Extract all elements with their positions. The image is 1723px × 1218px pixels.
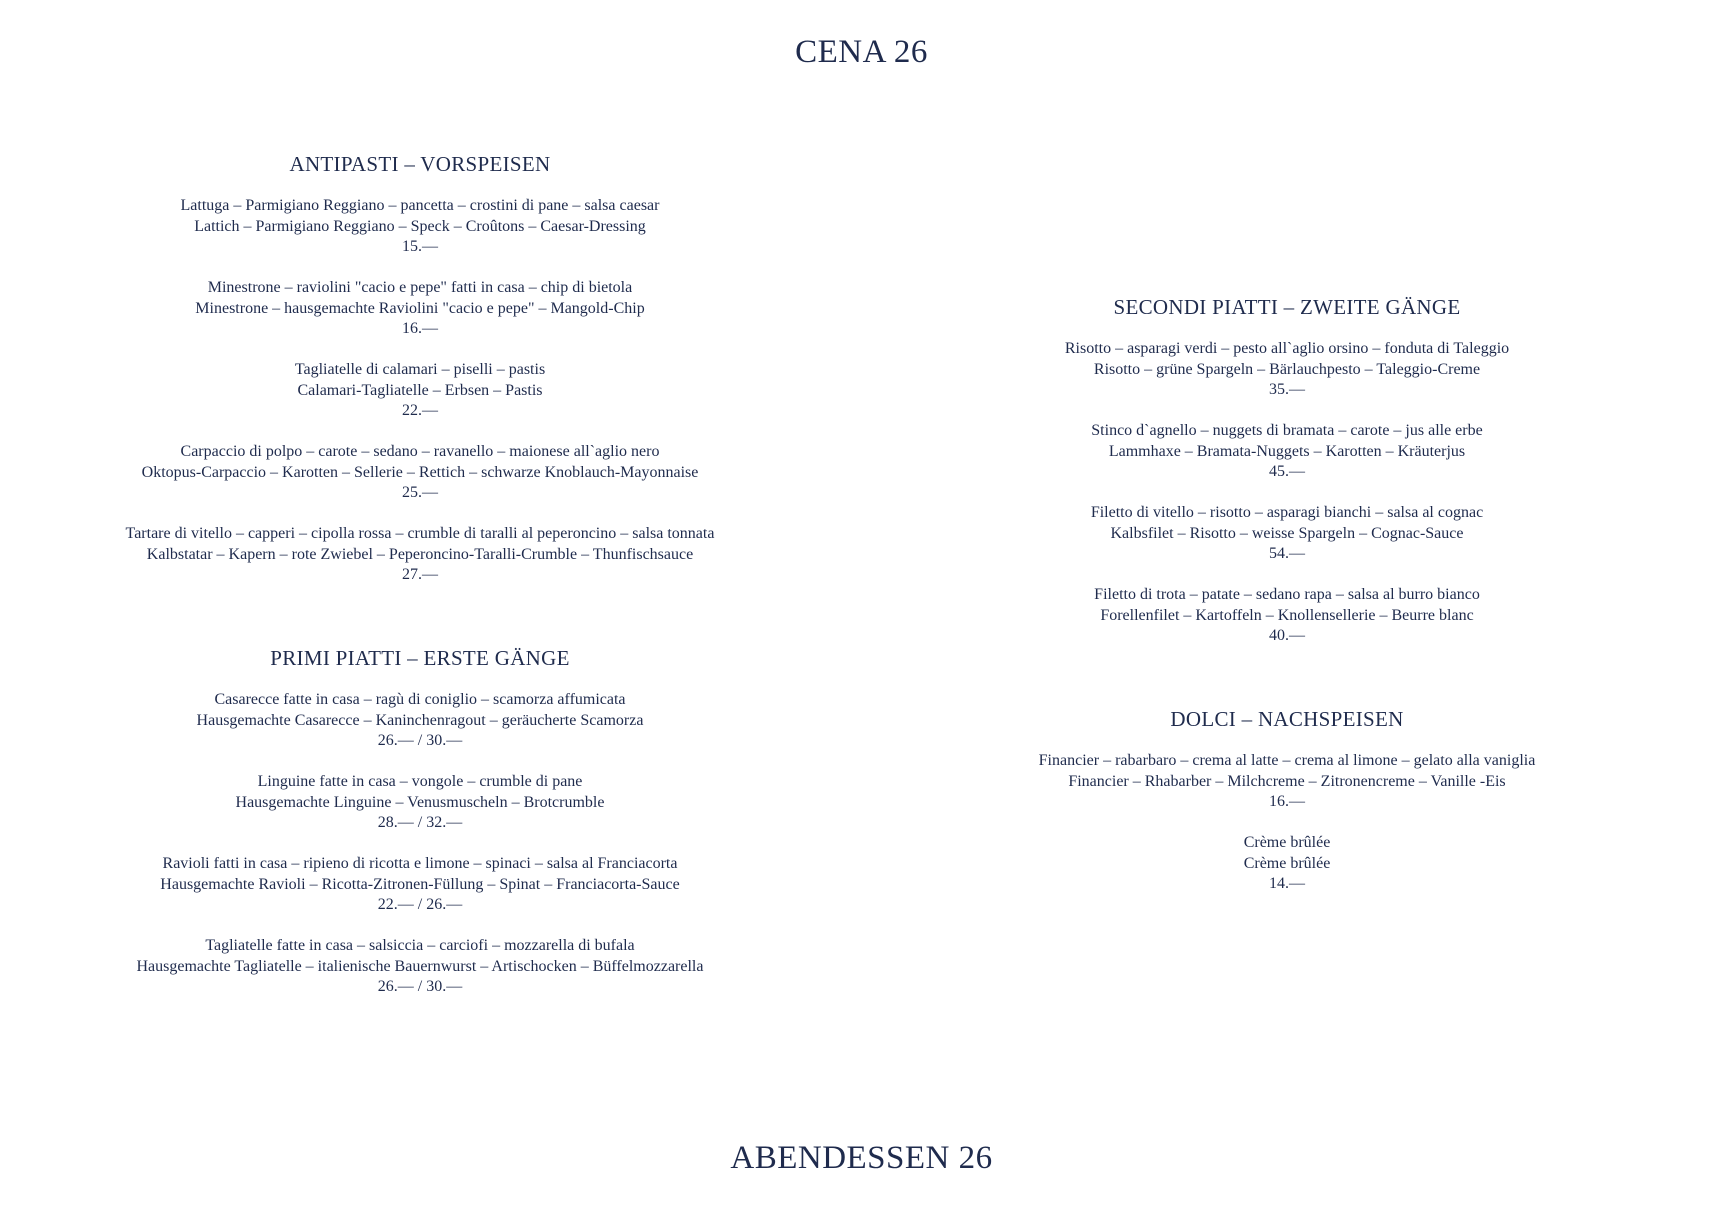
dish-price: 16.— [1269,793,1305,810]
dish-italian: Tartare di vitello – capperi – cipolla rossa – crumble di taralli al peperoncino – salsa tonnata [125,525,715,542]
section-antipasti [95,154,745,586]
dish-price: 27.— [402,566,438,583]
section-secondi [1003,297,1571,647]
menu-item [1003,585,1571,647]
dish-italian: Risotto – asparagi verdi – pesto all`aglio orsino – fonduta di Taleggio [1064,340,1510,357]
dish-german: Hausgemachte Casarecce – Kaninchenragout – geräucherte Scamorza [196,711,644,729]
dish-german: Crème brûlée [1243,854,1331,872]
menu-item [1003,751,1571,813]
dish-german: Forellenfilet – Kartoffeln – Knollensellerie – Beurre blanc [1100,606,1474,624]
dish-german: Kalbsfilet – Risotto – weisse Spargeln – Cognac-Sauce [1110,524,1464,542]
dish-price: 40.— [1269,627,1305,644]
dish-italian: Crème brûlée [1243,834,1331,851]
dish-italian: Casarecce fatte in casa – ragù di coniglio – scamorza affumicata [214,691,626,708]
dish-german: Hausgemachte Linguine – Venusmuscheln – Brotcrumble [235,793,605,811]
dish-german: Calamari-Tagliatelle – Erbsen – Pastis [297,381,543,399]
menu-item [95,854,745,916]
dish-price: 28.— / 32.— [377,814,463,831]
dish-german: Minestrone – hausgemachte Raviolini "cacio e pepe" – Mangold-Chip [195,299,645,317]
section-heading: ANTIPASTI – VORSPEISEN [289,152,551,176]
dish-price: 22.— [402,402,438,419]
section-dolci [1003,709,1571,895]
dish-italian: Financier – rabarbaro – crema al latte – crema al limone – gelato alla vaniglia [1038,752,1536,769]
menu-item [1003,503,1571,565]
dish-italian: Minestrone – raviolini "cacio e pepe" fatti in casa – chip di bietola [207,279,633,296]
dish-italian: Carpaccio di polpo – carote – sedano – ravanello – maionese all`aglio nero [180,443,660,460]
section-heading: DOLCI – NACHSPEISEN [1170,707,1404,731]
menu-item [95,278,745,340]
dish-german: Hausgemachte Tagliatelle – italienische Bauernwurst – Artischocken – Büffelmozzarella [136,957,704,975]
dish-price: 25.— [402,484,438,501]
dish-german: Oktopus-Carpaccio – Karotten – Sellerie – Rettich – schwarze Knoblauch-Mayonnaise [141,463,699,481]
page-title: CENA 26 [795,34,928,70]
menu-item [95,442,745,504]
dish-italian: Tagliatelle fatte in casa – salsiccia – carciofi – mozzarella di bufala [205,937,635,954]
section-primi [95,648,745,998]
dish-german: Hausgemachte Ravioli – Ricotta-Zitronen-Füllung – Spinat – Franciacorta-Sauce [160,875,680,893]
dish-italian: Filetto di vitello – risotto – asparagi bianchi – salsa al cognac [1090,504,1484,521]
menu-item [95,772,745,834]
menu-item [95,690,745,752]
menu-item [1003,339,1571,401]
menu-item [95,360,745,422]
dish-price: 26.— / 30.— [377,732,463,749]
dish-german: Kalbstatar – Kapern – rote Zwiebel – Peperoncino-Taralli-Crumble – Thunfischsauce [146,545,694,563]
dish-italian: Tagliatelle di calamari – piselli – pastis [294,361,546,378]
menu-item [95,936,745,998]
page-footer-title: ABENDESSEN 26 [730,1140,993,1176]
section-heading: PRIMI PIATTI – ERSTE GÄNGE [270,646,570,670]
dish-german: Lammhaxe – Bramata-Nuggets – Karotten – Kräuterjus [1108,442,1466,460]
dish-price: 16.— [402,320,438,337]
dish-price: 15.— [402,238,438,255]
dish-price: 54.— [1269,545,1305,562]
menu-item [1003,833,1571,895]
menu-item [1003,421,1571,483]
dish-price: 35.— [1269,381,1305,398]
dish-italian: Linguine fatte in casa – vongole – crumble di pane [257,773,583,790]
dish-italian: Lattuga – Parmigiano Reggiano – pancetta – crostini di pane – salsa caesar [180,197,660,214]
dish-price: 22.— / 26.— [377,896,463,913]
dish-german: Risotto – grüne Spargeln – Bärlauchpesto – Taleggio-Creme [1093,360,1481,378]
dish-german: Lattich – Parmigiano Reggiano – Speck – Croûtons – Caesar-Dressing [194,217,646,235]
dish-price: 45.— [1269,463,1305,480]
menu-item [95,524,745,586]
dish-price: 14.— [1269,875,1305,892]
dish-italian: Ravioli fatti in casa – ripieno di ricotta e limone – spinaci – salsa al Franciacorta [162,855,678,872]
dish-price: 26.— / 30.— [377,978,463,995]
dish-italian: Filetto di trota – patate – sedano rapa – salsa al burro bianco [1094,586,1480,603]
dish-italian: Stinco d`agnello – nuggets di bramata – carote – jus alle erbe [1091,422,1483,439]
section-heading: SECONDI PIATTI – ZWEITE GÄNGE [1113,295,1461,319]
menu-item [95,196,745,258]
dish-german: Financier – Rhabarber – Milchcreme – Zitronencreme – Vanille -Eis [1068,772,1506,790]
